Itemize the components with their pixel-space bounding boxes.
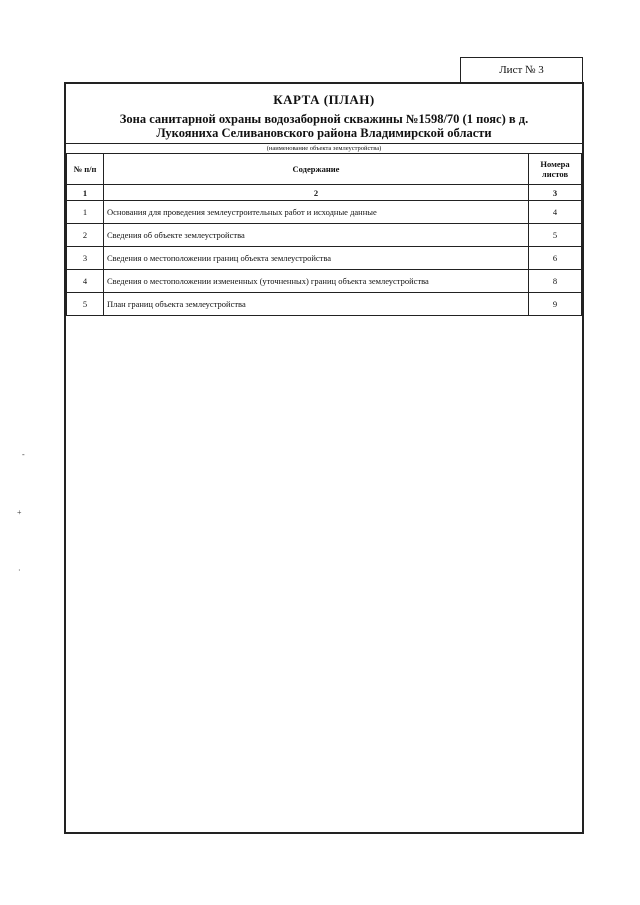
- row-pages: 8: [529, 270, 582, 293]
- column-index-row: [67, 185, 582, 201]
- row-title: План границ объекта землеустройства: [104, 293, 529, 316]
- header-num: № п/п: [67, 154, 104, 185]
- document-title: КАРТА (ПЛАН): [273, 92, 375, 107]
- object-name-caption: (наименование объекта землеустройства): [66, 143, 582, 153]
- row-title: Основания для проведения землеустроительных работ и исходные данные: [104, 201, 529, 224]
- table-row: [67, 247, 582, 270]
- row-num: 4: [67, 270, 104, 293]
- row-title: Сведения о местоположении измененных (уточненных) границ объекта землеустройства: [104, 270, 529, 293]
- table-row: [67, 270, 582, 293]
- table-header-row: [67, 154, 582, 185]
- index-cell: 3: [529, 185, 582, 201]
- object-name-line-2: Лукоянихa Селивановского района Владимирской области: [156, 126, 492, 140]
- document-frame: [64, 82, 584, 834]
- table-row: [67, 293, 582, 316]
- index-cell: 1: [67, 185, 104, 201]
- row-num: 5: [67, 293, 104, 316]
- title-block: [66, 84, 582, 144]
- sheet-number-label: Лист № 3: [460, 57, 583, 82]
- row-num: 1: [67, 201, 104, 224]
- index-cell: 2: [104, 185, 529, 201]
- header-title: Содержание: [104, 154, 529, 185]
- row-num: 2: [67, 224, 104, 247]
- row-pages: 5: [529, 224, 582, 247]
- row-title: Сведения о местоположении границ объекта землеустройства: [104, 247, 529, 270]
- row-pages: 4: [529, 201, 582, 224]
- row-num: 3: [67, 247, 104, 270]
- row-title: Сведения об объекте землеустройства: [104, 224, 529, 247]
- margin-punch-mark: +: [17, 508, 22, 517]
- object-name-line-1: Зона санитарной охраны водозаборной скважины №1598/70 (1 пояс) в д.: [119, 112, 529, 126]
- margin-punch-mark: -: [22, 450, 25, 459]
- row-pages: 6: [529, 247, 582, 270]
- table-row: [67, 224, 582, 247]
- margin-punch-mark: ·: [18, 566, 21, 575]
- header-pages: Номера листов: [529, 154, 582, 185]
- table-row: [67, 201, 582, 224]
- row-pages: 9: [529, 293, 582, 316]
- contents-table: [66, 153, 582, 316]
